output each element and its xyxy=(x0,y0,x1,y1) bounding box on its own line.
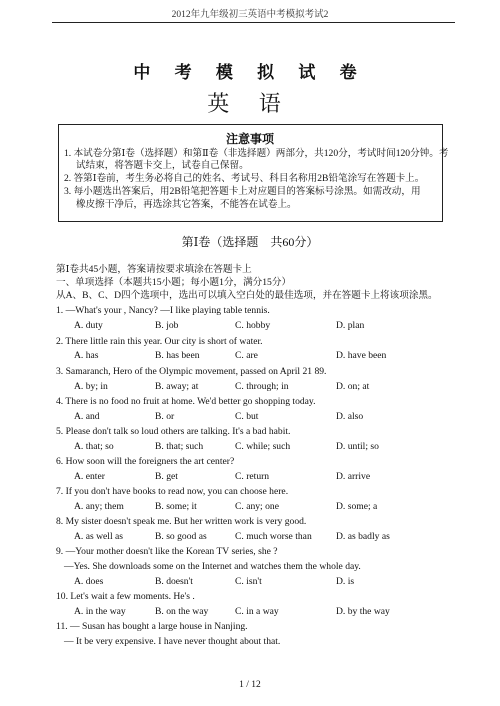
option-b: B. or xyxy=(155,411,175,422)
option-b: B. has been xyxy=(155,350,200,361)
question-stem: 8. My sister doesn't speak me. But her written work is very good. xyxy=(56,516,307,527)
option-a: A. any; them xyxy=(74,501,124,512)
question-stem-continued: —Yes. She downloads some on the Internet and watches them the whole day. xyxy=(64,561,361,572)
exam-title: 中 考 模 拟 试 卷 xyxy=(133,63,367,82)
question-stem: 11. — Susan has bought a large house in Nanjing. xyxy=(56,621,248,632)
option-c: C. any; one xyxy=(235,501,279,512)
option-a: A. does xyxy=(74,576,104,587)
notice-line: 2. 答第Ⅰ卷前，考生务必将自己的姓名、考试号、科目名称用2B铅笔涂写在答题卡上。 xyxy=(64,173,425,184)
intro-line: 第Ⅰ卷共45小题，答案请按要求填涂在答题卡上 xyxy=(56,264,252,275)
option-c: C. isn't xyxy=(235,576,262,587)
option-a: A. in the way xyxy=(74,606,126,617)
question-stem: 4. There is no food no fruit at home. We'd better go shopping today. xyxy=(56,396,316,407)
question-stem: 5. Please don't talk so loud others are talking. It's a bad habit. xyxy=(56,426,291,437)
option-c: C. are xyxy=(235,350,258,361)
intro-line: 一、单项选择（本题共15小题；每小题1分，满分15分） xyxy=(56,277,292,288)
question-stem: 2. There little rain this year. Our city is short of water. xyxy=(56,336,263,347)
question-stem: 7. If you don't have books to read now, you can choose here. xyxy=(56,486,289,497)
option-b: B. get xyxy=(155,471,178,482)
option-c: C. while; such xyxy=(235,441,291,452)
question-stem: 10. Let's wait a few moments. He's . xyxy=(56,591,195,602)
option-a: A. duty xyxy=(74,320,103,331)
option-d: D. some; a xyxy=(336,501,378,512)
option-a: A. enter xyxy=(74,471,105,482)
option-d: D. also xyxy=(336,411,364,422)
question-stem: 9. —Your mother doesn't like the Korean TV series, she ? xyxy=(56,546,278,557)
option-c: C. through; in xyxy=(235,381,289,392)
option-a: A. by; in xyxy=(74,381,108,392)
option-c: C. but xyxy=(235,411,259,422)
option-a: A. and xyxy=(74,411,100,422)
option-d: D. on; at xyxy=(336,381,370,392)
option-d: D. until; so xyxy=(336,441,379,452)
option-b: B. on the way xyxy=(155,606,209,617)
option-b: B. doesn't xyxy=(155,576,193,587)
notice-line: 3. 每小题选出答案后，用2B铅笔把答题卡上对应题目的答案标号涂黑。如需改动，用 xyxy=(64,186,421,197)
option-d: D. plan xyxy=(336,320,365,331)
option-d: D. as badly as xyxy=(336,531,390,542)
header-rule xyxy=(52,22,455,23)
question-stem-continued: — It be very expensive. I have never thought about that. xyxy=(64,636,281,647)
option-d: D. arrive xyxy=(336,471,371,482)
option-a: A. as well as xyxy=(74,531,124,542)
option-d: D. have been xyxy=(336,350,387,361)
page-number: 1 / 12 xyxy=(239,680,261,690)
notice-line: 橡皮擦干净后，再选涂其它答案，不能答在试卷上。 xyxy=(76,199,297,210)
option-c: C. hobby xyxy=(235,320,271,331)
intro-line: 从A、B、C、D四个选项中，选出可以填入空白处的最佳选项，并在答题卡上将该项涂黑。 xyxy=(56,290,438,301)
page-header: 2012年九年级初三英语中考模拟考试2 xyxy=(171,10,329,20)
question-stem: 6. How soon will the foreigners the art center? xyxy=(56,456,235,467)
option-b: B. job xyxy=(155,320,179,331)
option-b: B. away; at xyxy=(155,381,199,392)
option-c: C. return xyxy=(235,471,270,482)
question-stem: 3. Samaranch, Hero of the Olympic movement, passed on April 21 89. xyxy=(56,366,327,377)
notice-line: 1. 本试卷分第Ⅰ卷（选择题）和第Ⅱ卷（非选择题）两部分，共120分，考试时间120分钟。考 xyxy=(64,148,449,159)
option-d: D. is xyxy=(336,576,355,587)
exam-subject: 英 语 xyxy=(207,91,293,116)
notice-line: 试结束，将答题卡交上，试卷自己保留。 xyxy=(76,160,249,171)
option-b: B. some; it xyxy=(155,501,197,512)
option-b: B. that; such xyxy=(155,441,204,452)
option-b: B. so good as xyxy=(155,531,207,542)
section-heading: 第Ⅰ卷（选择题 共60分） xyxy=(181,235,319,249)
option-c: C. much worse than xyxy=(235,531,312,542)
option-c: C. in a way xyxy=(235,606,279,617)
option-a: A. has xyxy=(74,350,99,361)
question-stem: 1. —What's your , Nancy? —I like playing table tennis. xyxy=(56,305,270,316)
notice-title: 注意事项 xyxy=(225,132,274,146)
option-d: D. by the way xyxy=(336,606,390,617)
option-a: A. that; so xyxy=(74,441,114,452)
